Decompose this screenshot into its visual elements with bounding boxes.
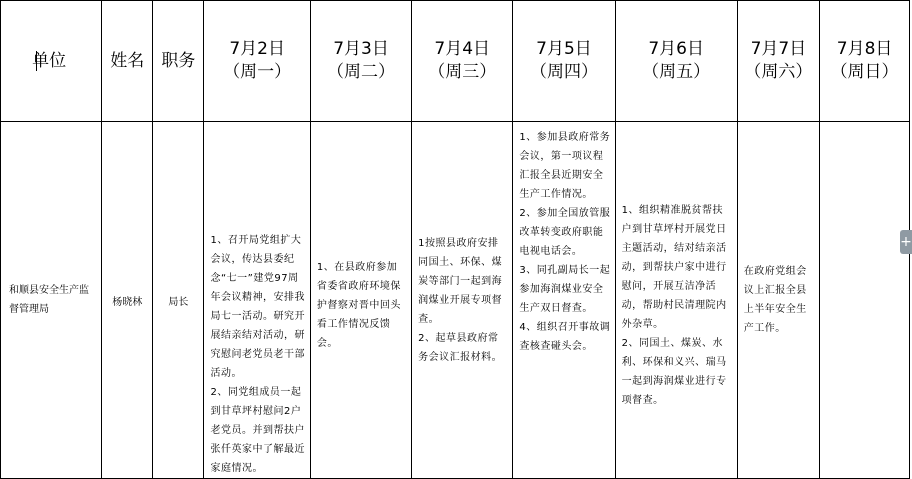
cell-schedule-day-4: 1、参加县政府常务会议，第一项议程汇报全县近期安全生产工作情况。 2、参加全国放管服改革转变政府职能电视电话会。 3、同孔副局长一起参加海润煤业安全生产双日督查。 4、组织召开事故调查核查碰头会。 bbox=[513, 122, 615, 479]
cell-schedule-day-1: 1、召开局党组扩大会议，传达县委纪念“七一”建党97周年会议精神，安排我局七一活动。研究开展结亲结对活动，研究慰问老党员老干部活动。 2、同党组成员一起到甘草坪村慰问2户老党员。并到帮扶户张仟英家中了解最近家庭情况。 bbox=[204, 122, 310, 479]
cell-schedule-day-3: 1按照县政府安排同国土、环保、煤炭等部门一起到海润煤业开展专项督查。 2、起草县政府常务会议汇报材料。 bbox=[412, 122, 513, 479]
header-name: 姓名 bbox=[102, 1, 153, 122]
cell-position: 局长 bbox=[153, 122, 204, 479]
table-row bbox=[1, 122, 910, 479]
expand-panel-button[interactable]: + bbox=[900, 230, 912, 254]
header-day-2: 7月3日 （周二） bbox=[310, 1, 411, 122]
header-day-3: 7月4日 （周三） bbox=[412, 1, 513, 122]
cell-schedule-day-7 bbox=[820, 122, 910, 479]
cell-schedule-day-6: 在政府党组会议上汇报全县上半年安全生产工作。 bbox=[737, 122, 819, 479]
header-position: 职务 bbox=[153, 1, 204, 122]
cell-schedule-day-2: 1、在县政府参加省委省政府环境保护督察对晋中回头看工作情况反馈会。 bbox=[310, 122, 411, 479]
header-day-4: 7月5日 （周四） bbox=[513, 1, 615, 122]
header-day-6: 7月7日 （周六） bbox=[737, 1, 819, 122]
header-row bbox=[1, 1, 910, 122]
header-day-1: 7月2日 （周一） bbox=[204, 1, 310, 122]
cell-unit: 和顺县安全生产监督管理局 bbox=[1, 122, 102, 479]
header-day-5: 7月6日 （周五） bbox=[615, 1, 737, 122]
cell-schedule-day-5: 1、组织精准脱贫帮扶户到甘草坪村开展党日主题活动，结对结亲活动，到帮扶户家中进行慰问，开展互洁净活动，帮助村民清理院内外杂草。 2、同国土、煤炭、水利、环保和义兴、瑞马一起到海润煤业进行专项督查。 bbox=[615, 122, 737, 479]
cell-name: 杨晓林 bbox=[102, 122, 153, 479]
header-day-7: 7月8日 （周日） bbox=[820, 1, 910, 122]
header-unit[interactable]: 单位 bbox=[1, 1, 102, 122]
